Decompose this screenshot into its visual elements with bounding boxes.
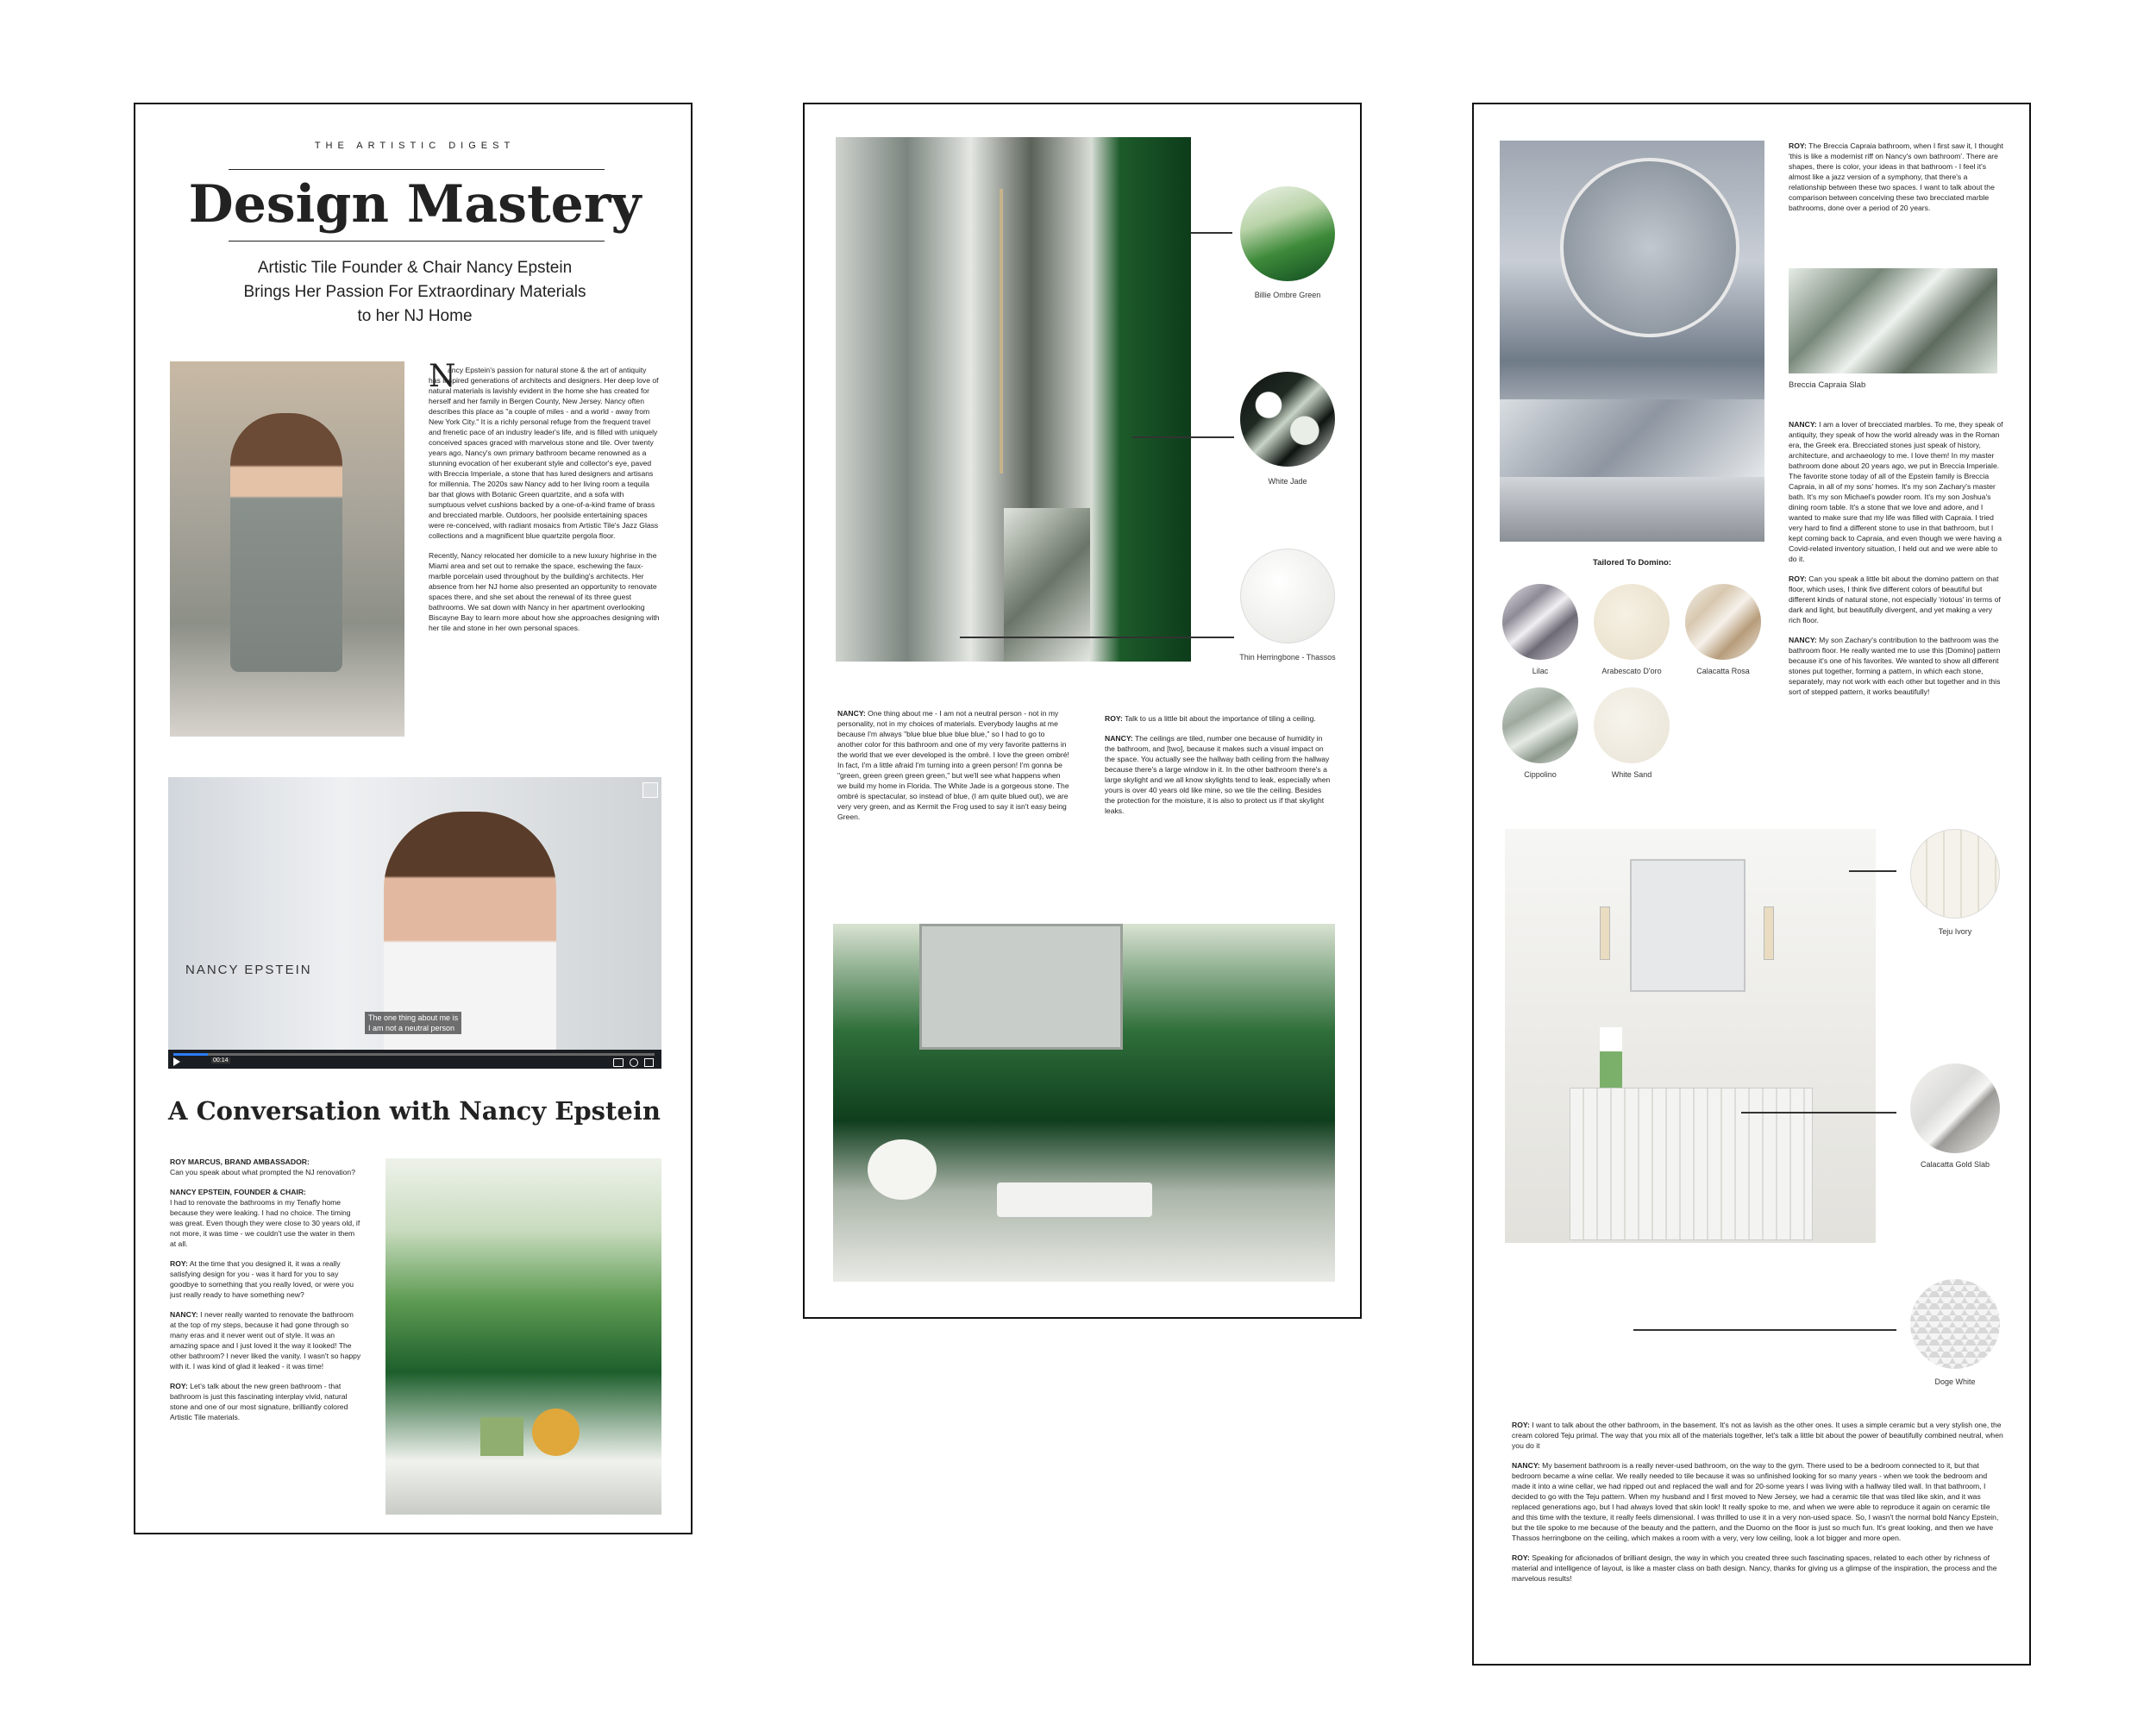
wall-sconce-left bbox=[1600, 907, 1610, 960]
portrait-photo bbox=[170, 361, 404, 737]
leader-line bbox=[1191, 232, 1232, 234]
swatch-label: Teju Ivory bbox=[1938, 927, 1972, 936]
speaker: ROY: bbox=[170, 1259, 188, 1268]
basin bbox=[997, 1183, 1152, 1217]
right-column-text bbox=[1105, 713, 1331, 912]
video-player[interactable] bbox=[168, 777, 661, 1069]
reply: The ceilings are tiled, number one because of humidity in the bathroom, and [two], because it makes such a visual impact on the space. You actually see the hallway bath ceiling from the hallway because there's a large window in it. In the other bathroom there's a large skylight and we all know skylights tend to leak, especially when yours is over 40 years old like mine, so we tile the ceiling. Besides the protection for the moisture, it is also to protect us if that skylight leaks. bbox=[1105, 734, 1331, 815]
reply: Let's talk about the new green bathroom - that bathroom is just this fascinating interplay vivid, natural stone and one of our most signature, brilliantly colored Artistic Tile materials. bbox=[170, 1382, 348, 1421]
video-subtitle bbox=[365, 1012, 461, 1034]
speaker: NANCY EPSTEIN, FOUNDER & CHAIR: bbox=[170, 1188, 306, 1196]
speaker: ROY MARCUS, BRAND AMBASSADOR: bbox=[170, 1158, 310, 1166]
swatch-label: Calacatta Gold Slab bbox=[1920, 1160, 1990, 1169]
leader-line bbox=[1132, 436, 1234, 438]
portrait-figure bbox=[230, 413, 342, 672]
speaker: ROY: bbox=[1789, 574, 1807, 583]
reply: I never really wanted to renovate the bathroom at the top of my steps, because it had gone through so many eras and it never went out of style. It was an amazing space and I just loved it the way it looked! The other bathroom? I never liked the vanity. I wasn't so happy with it. I was kind of glad it leaked - it was time! bbox=[170, 1310, 361, 1371]
captions-icon[interactable] bbox=[613, 1058, 624, 1067]
video-subtitle-line-2: I am not a neutral person bbox=[368, 1024, 455, 1032]
interview-entry bbox=[170, 1187, 361, 1249]
interview-column bbox=[170, 1157, 361, 1519]
swatch-white-sand bbox=[1594, 687, 1670, 763]
interview-entry bbox=[170, 1309, 361, 1371]
vanity-counter bbox=[1500, 399, 1764, 477]
reply: At the time that you designed it, it was a really satisfying design for you - was it hard for you to say goodbye to something that you really loved, or were you just really ready to have something new? bbox=[170, 1259, 354, 1299]
speaker: ROY: bbox=[170, 1382, 188, 1390]
play-icon[interactable] bbox=[173, 1057, 180, 1066]
settings-icon[interactable] bbox=[630, 1058, 638, 1067]
speaker: ROY: bbox=[1105, 714, 1123, 723]
swatch-label: Lilac bbox=[1532, 667, 1549, 675]
interview-entry bbox=[1105, 733, 1331, 816]
interview-entry bbox=[1789, 419, 2006, 564]
interview-entry bbox=[1789, 574, 2006, 625]
swatch-doge-white bbox=[1910, 1279, 2000, 1369]
leader-line bbox=[1849, 870, 1896, 872]
reply: My basement bathroom is a really never-used bathroom, on the way to the gym. There used to be a bedroom connected to it, but that bedroom became a wine cellar. We really needed to tile because it was so unfinished looking for so many years - when we took the bedroom and made it into a wine cellar, we had ripped out and replaced the wall and for 20-some years I was living with a hallway tiled wall. In that bathroom, I decided to go with the Teju pattern. When my husband and I first moved to New Jersey, we had a ceramic tile that was tiled like skin, and it was replaced generations ago, but I had always loved that skin look! It really spoke to me, and when we were able to reproduce it again on ceramic tile and this time with the texture, it really feels dimensional. I was thrilled to use it in a very non-used space. So, I wasn't the normal bold Nancy Epstein, but the tile spoke to me because of the beauty and the pattern, and the Duomo on the floor is just so much fun. It's great looking, and then we have Thassos herringbone on the ceiling, which makes a room with a very, very low ceiling, look a lot bigger and more open. bbox=[1512, 1461, 1999, 1542]
mirror bbox=[919, 924, 1123, 1050]
interview-entry bbox=[1789, 141, 2006, 213]
interview-entry bbox=[1789, 635, 2006, 697]
shower-photo bbox=[836, 137, 1191, 662]
speaker: NANCY: bbox=[1789, 636, 1817, 644]
left-column-text bbox=[837, 708, 1070, 915]
brand-watermark-icon bbox=[642, 782, 658, 798]
bottom-text bbox=[1512, 1420, 2003, 1653]
swatch-label: Thin Herringbone - Thassos bbox=[1239, 653, 1336, 662]
leader-line bbox=[1741, 1112, 1896, 1114]
soap-bar bbox=[480, 1417, 523, 1456]
reply: One thing about me - I am not a neutral person - not in my personality, not in my choices of materials. Everybody laughs at me because I'm always "blue blue blue blue blue," so I had to go to another color for this bathroom and one of my very favorite patterns in the world that we ever developed is the ombré. I love the green ombré! In fact, I'm a little afraid I'm turning into a green person! I'm gonna be "green, green green green green," but we'll see what happens when we build my home in Florida. The White Jade is a gorgeous stone. The ombré is spectacular, so instead of blue, (I am quite blued out), we are very very green, and as Kermit the Frog used to say it isn't easy being Green. bbox=[837, 709, 1069, 821]
swatch-calacatta-gold-slab bbox=[1910, 1063, 2000, 1153]
speaker: NANCY: bbox=[1789, 420, 1817, 429]
tailored-label: Tailored To Domino: bbox=[1593, 558, 1671, 568]
speaker: NANCY: bbox=[1105, 734, 1133, 743]
swatch-white-jade bbox=[1240, 372, 1335, 467]
swatch-label: White Sand bbox=[1611, 770, 1652, 779]
fullscreen-icon[interactable] bbox=[644, 1058, 654, 1067]
swatch-thassos-herringbone bbox=[1240, 549, 1335, 643]
shower-bench bbox=[1004, 508, 1090, 662]
swatch-lilac bbox=[1502, 584, 1578, 660]
sponge bbox=[532, 1408, 580, 1456]
interview-entry bbox=[1512, 1460, 2003, 1543]
speaker: ROY: bbox=[1512, 1421, 1530, 1429]
swatch-label: White Jade bbox=[1268, 477, 1307, 486]
interview-entry bbox=[1512, 1420, 2003, 1451]
speaker: NANCY: bbox=[837, 709, 866, 718]
reply: My son Zachary's contribution to the bathroom was the bathroom floor. He really wanted me to use this [Domino] pattern because it's one of his favorites. We wanted to show all different stones put together, forming a pattern, in which each stone, separately, may not work with each other but together and in this sort of stepped pattern, it works beautifully! bbox=[1789, 636, 2001, 696]
swatch-arabescato-doro bbox=[1594, 584, 1670, 660]
reply: The Breccia Capraia bathroom, when I first saw it, I thought 'this is like a modernist riff on Nancy's own bathroom'. There are shapes, there is color, your ideas in that bathroom - I feel it's almost like a jazz version of a symphony, that there's a relationship between these two spaces. I want to talk about the comparison between conceiving these two brecciated marble bathrooms, done over a period of 20 years. bbox=[1789, 141, 2004, 212]
vanity-photo bbox=[833, 924, 1335, 1282]
breccia-bath-photo bbox=[1500, 141, 1764, 542]
swatch-calacatta-rosa bbox=[1685, 584, 1761, 660]
leader-line bbox=[1633, 1329, 1896, 1331]
interview-entry bbox=[170, 1258, 361, 1300]
leader-line bbox=[960, 637, 1234, 638]
intro-text bbox=[429, 365, 660, 744]
calla-lilies bbox=[1600, 1027, 1622, 1088]
slab-caption: Breccia Capraia Slab bbox=[1789, 380, 1866, 390]
shower-fixture bbox=[1000, 189, 1003, 474]
round-mirror bbox=[1560, 158, 1739, 337]
speaker: ROY: bbox=[1512, 1553, 1530, 1562]
video-subtitle-line-1: The one thing about me is bbox=[368, 1013, 459, 1022]
title-rule-bottom bbox=[229, 241, 605, 242]
speaker: ROY: bbox=[1789, 141, 1807, 150]
video-progress-track[interactable] bbox=[173, 1053, 655, 1056]
video-progress-fill bbox=[173, 1053, 208, 1056]
interview-entry bbox=[1105, 713, 1331, 724]
swatch-label: Calacatta Rosa bbox=[1696, 667, 1750, 675]
swatch-cippolino bbox=[1502, 687, 1578, 763]
reply: Can you speak a little bit about the domino pattern on that floor, which uses, I think five different colors of beautiful but different kinds of natural stone, not especially 'riotous' in terms of dark and light, but beautifully divergent, and yet making a very rich floor. bbox=[1789, 574, 2001, 624]
green-bath-photo bbox=[385, 1158, 661, 1515]
wall-sconce-right bbox=[1764, 907, 1774, 960]
swatch-billie-ombre-green bbox=[1240, 186, 1335, 281]
interview-entry bbox=[837, 708, 1070, 822]
reply: I want to talk about the other bathroom, in the basement. It's not as lavish as the other ones. It uses a simple ceramic but a very stylish one, the cream colored Teju primal. The way that you mix all of the materials together, let's talk a little bit about the power of beautifully combined neutral, when you do it bbox=[1512, 1421, 2003, 1450]
reply: Speaking for aficionados of brilliant design, the way in which you created three such fascinating spaces, related to each other by richness of material and intelligence of layout, is like a master class on bath design. Nancy, thanks for giving us a glimpse of the inspiration, the process and the marvelous results! bbox=[1512, 1553, 1997, 1583]
right-column-text bbox=[1789, 419, 2006, 825]
dropcap: N bbox=[429, 359, 456, 394]
video-time: 00:14 bbox=[213, 1057, 229, 1063]
page-1 bbox=[134, 103, 693, 1534]
swatch-label: Cippolino bbox=[1524, 770, 1557, 779]
subtitle: Artistic Tile Founder & Chair Nancy Epstein Brings Her Passion For Extraordinary Materials to her NJ Home bbox=[243, 259, 586, 325]
speaker: NANCY: bbox=[1512, 1461, 1540, 1470]
reply: I am a lover of brecciated marbles. To me, they speak of antiquity, they speak of how the world already was in the Roman era, the Greek era. Brecciated stones just speak of history, architecture, and archaeology to me. I love them! In my master bathroom done about 20 years ago, we put in Breccia Imperiale. The favorite stone today of all of the Epstein family is Breccia Capraia, in all of my sons' homes. It's my son Zachary's master bath. It's my son Michael's powder room. It's my son Joshua's dining room table. It's a stone that we love and adore, and I wanted to make sure that my life was filled with Capraia. I tried very hard to find a different stone to use in that bathroom, but I kept coming back to Capraia, and even though we were having a Covid-related inventory situation, I held out and we were able to do it. bbox=[1789, 420, 2003, 563]
basement-bath-photo bbox=[1505, 829, 1876, 1243]
reply: Talk to us a little bit about the importance of tiling a ceiling. bbox=[1125, 714, 1316, 723]
flower-vase bbox=[868, 1139, 937, 1200]
interview-entry bbox=[170, 1157, 361, 1177]
section-title: A Conversation with Nancy Epstein bbox=[168, 1096, 661, 1126]
swatch-teju-ivory bbox=[1910, 829, 2000, 919]
wall-mirror bbox=[1630, 859, 1745, 992]
interview-entry bbox=[1512, 1553, 2003, 1584]
page-2 bbox=[803, 103, 1362, 1319]
page-title: Design Mastery bbox=[188, 174, 642, 235]
masthead: THE ARTISTIC DIGEST bbox=[314, 141, 516, 151]
video-name-overlay: NANCY EPSTEIN bbox=[185, 963, 312, 977]
swatch-label: Doge White bbox=[1934, 1377, 1976, 1386]
interview-entry bbox=[170, 1381, 361, 1422]
page-3 bbox=[1472, 103, 2031, 1666]
swatch-label: Billie Ombre Green bbox=[1254, 291, 1321, 299]
intro-paragraph-1: ancy Epstein's passion for natural stone & the art of antiquity has inspired generations of architects and designers. Her deep love of natural materials is lavishly evident in the home she has created for herself and her family in Bergen County, New Jersey. Nancy often describes this place as "a couple of miles - and a world - away from New York City." It is a richly personal refuge from the frequent travel and frenetic pace of an industry leader's life, and is filled with uniquely conceived spaces graced with marvelous stone and tile. Over twenty years ago, Nancy's own primary bathroom became renowned as a stunning evocation of her exuberant style and collector's eye, paved with Breccia Imperiale, a stone that has lured designers and artisans for millennia. The 2020s saw Nancy add to her living room a tequila bar that glows with Botanic Green quartzite, and a sofa with sumptuous velvet cushions backed by a one-of-a-kind frame of brass and brecciated marble. Outdoors, her poolside entertaining spaces were re-conceived, with radiant mosaics from Artistic Tile's Jazz Glass collections and a magnificent blue quartzite pergola floor. bbox=[429, 366, 659, 540]
speaker: NANCY: bbox=[170, 1310, 198, 1319]
intro-paragraph-2: Recently, Nancy relocated her domicile to a new luxury highrise in the Miami area and set out to remake the space, eschewing the faux-marble porcelain used throughout by the building's architects. Her absence from her NJ home also presented an opportunity to renovate spaces there, and she set about the renewal of its three guest bathrooms. We sat down with Nancy in her apartment overlooking Biscayne Bay to learn more about how she approaches designing with her tile and stone in her own personal spaces. bbox=[429, 551, 660, 632]
title-rule-top bbox=[229, 169, 605, 170]
swatch-label: Arabescato D'oro bbox=[1601, 667, 1662, 675]
roy-intro-text bbox=[1789, 141, 2006, 253]
white-vanity bbox=[1570, 1088, 1813, 1240]
reply: I had to renovate the bathrooms in my Tenafly home because they were leaking. I had no choice. The timing was great. Even though they were close to 30 years old, if not more, it was time - we couldn't use the water in them at all. bbox=[170, 1198, 360, 1248]
reply: Can you speak about what prompted the NJ renovation? bbox=[170, 1168, 355, 1176]
breccia-slab-photo bbox=[1789, 268, 1997, 373]
